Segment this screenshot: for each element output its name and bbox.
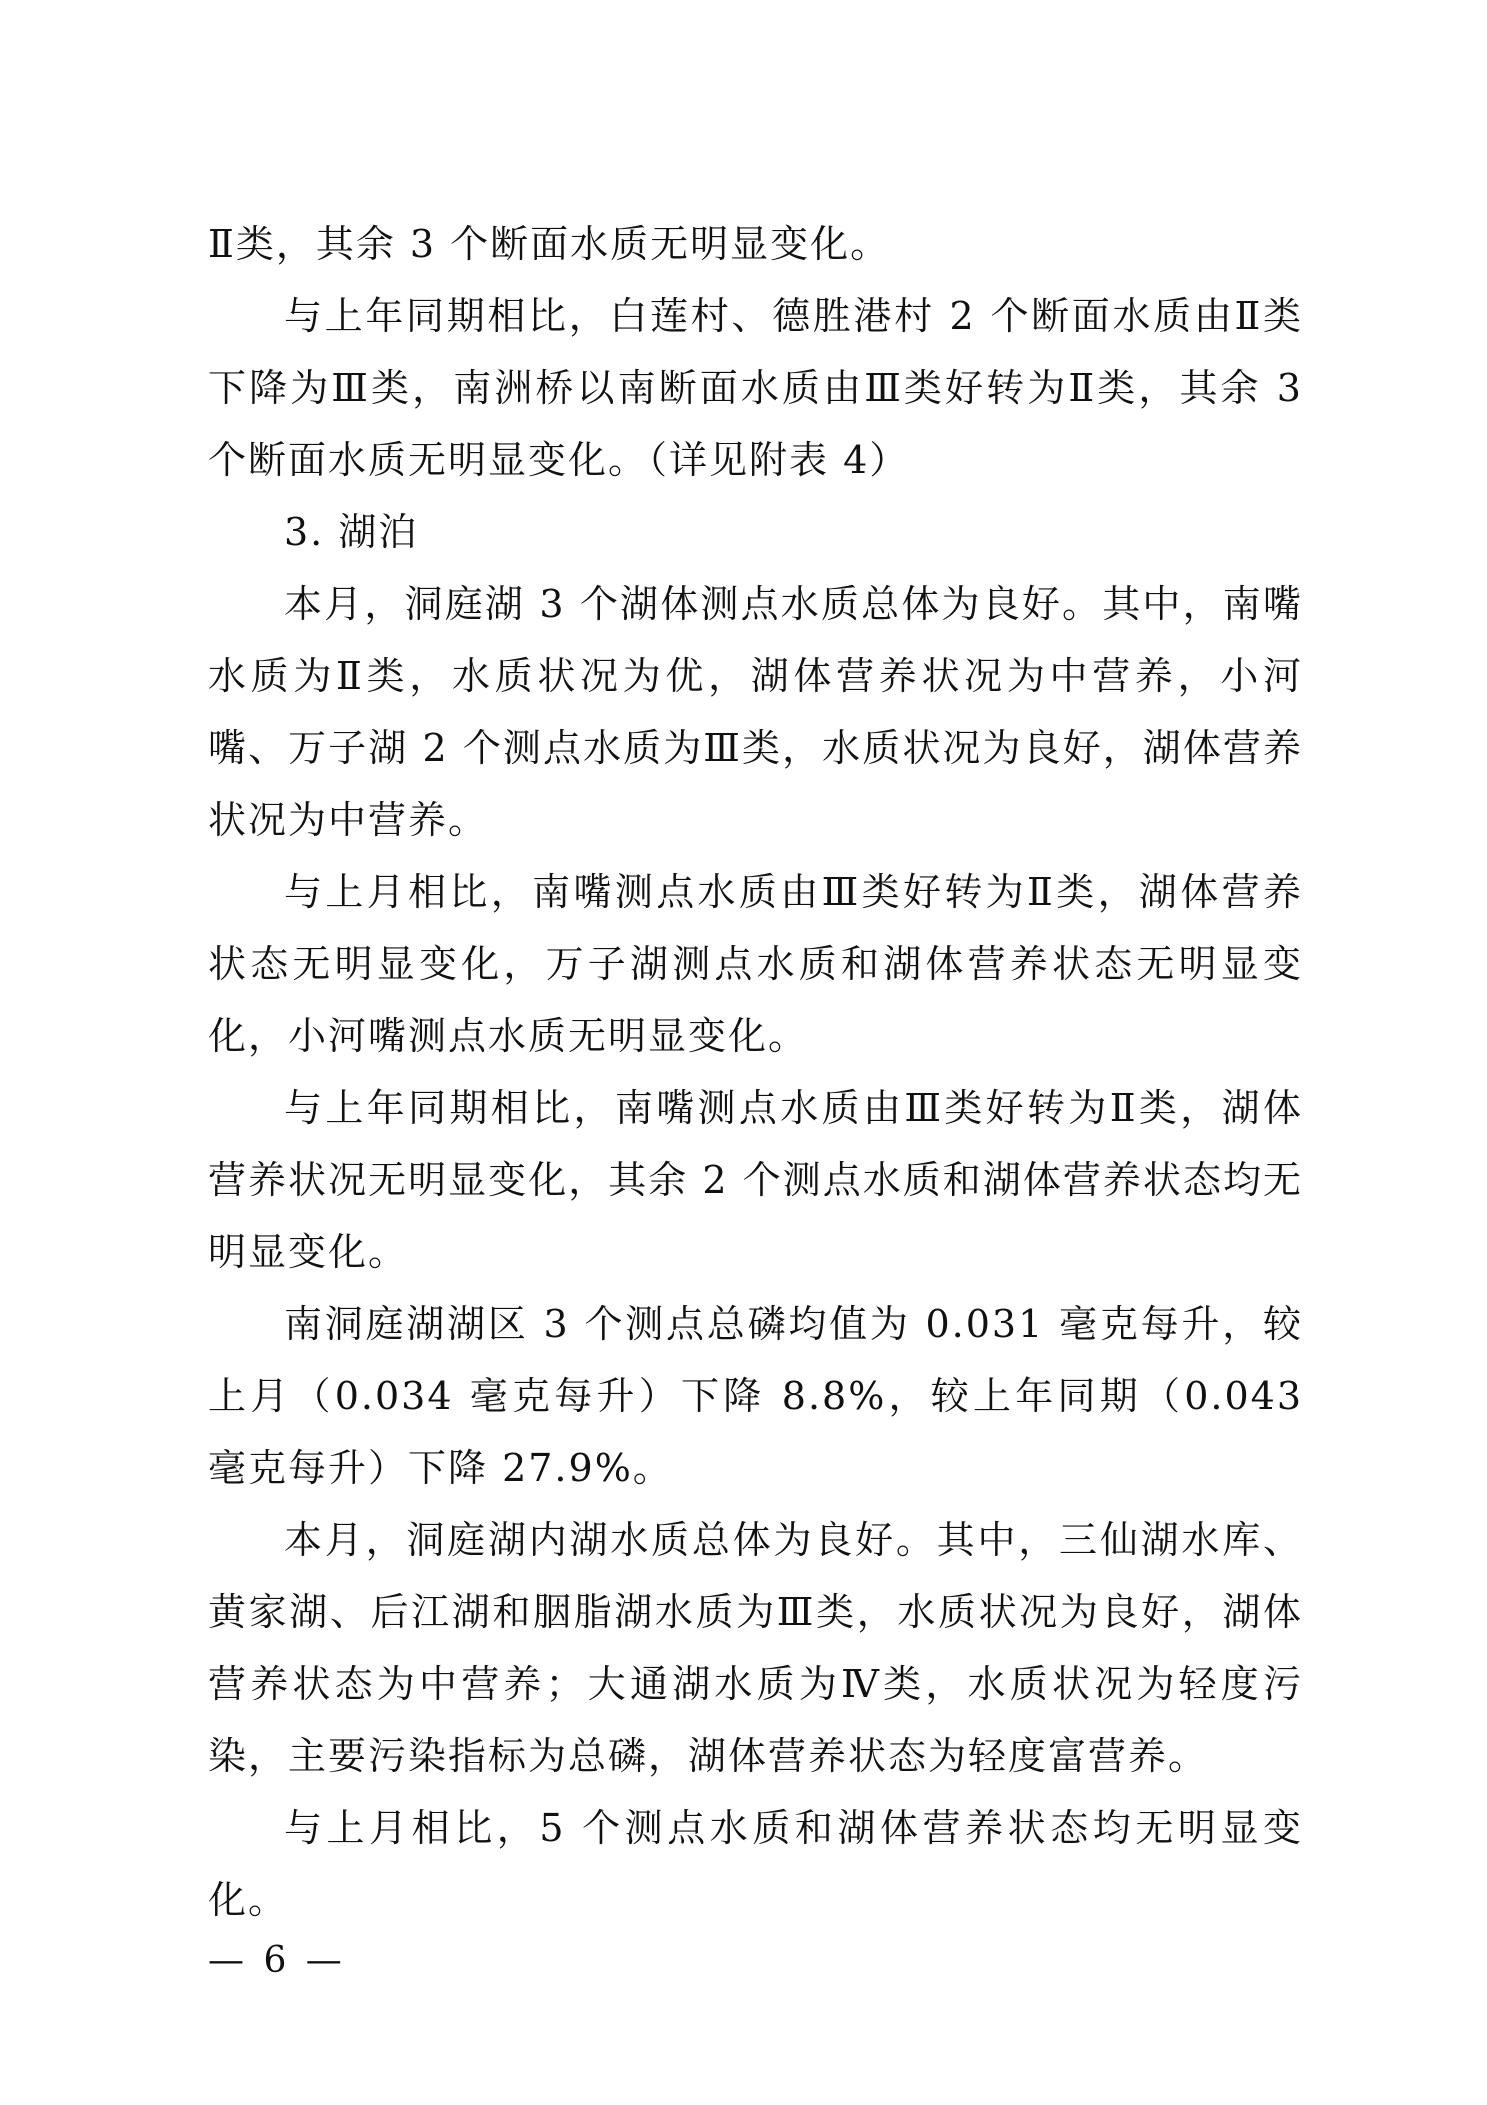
paragraph-inner-lakes-month-comparison: 与上月相比，5 个测点水质和湖体营养状态均无明显变化。 <box>208 1806 1303 1922</box>
paragraph-year-comparison-sections: 与上年同期相比，白莲村、德胜港村 2 个断面水质由Ⅱ类下降为Ⅲ类，南洲桥以南断面水质由Ⅲ类好转为Ⅱ类，其余 3 个断面水质无明显变化。（详见附表 4） <box>208 294 1303 482</box>
section-heading-lakes: 3. 湖泊 <box>284 510 419 554</box>
body-text <box>208 208 1303 1936</box>
page-number: — 6 — <box>208 1940 346 1981</box>
paragraph-month-comparison: 与上月相比，南嘴测点水质由Ⅲ类好转为Ⅱ类，湖体营养状态无明显变化，万子湖测点水质和湖体营养状态无明显变化，小河嘴测点水质无明显变化。 <box>208 870 1303 1058</box>
paragraph-total-phosphorus: 南洞庭湖湖区 3 个测点总磷均值为 0.031 毫克每升，较上月（0.034 毫克每升）下降 8.8%，较上年同期（0.043 毫克每升）下降 27.9%。 <box>208 1302 1303 1490</box>
paragraph-dongting-lake-monthly: 本月，洞庭湖 3 个湖体测点水质总体为良好。其中，南嘴水质为Ⅱ类，水质状况为优，湖体营养状况为中营养，小河嘴、万子湖 2 个测点水质为Ⅲ类，水质状况为良好，湖体营养状况为中营养。 <box>208 582 1303 842</box>
paragraph-inner-lakes: 本月，洞庭湖内湖水质总体为良好。其中，三仙湖水库、黄家湖、后江湖和胭脂湖水质为Ⅲ类，水质状况为良好，湖体营养状态为中营养；大通湖水质为Ⅳ类，水质状况为轻度污染，主要污染指标为总磷，湖体营养状态为轻度富营养。 <box>208 1518 1303 1778</box>
paragraph-continuation: Ⅱ类，其余 3 个断面水质无明显变化。 <box>208 222 891 266</box>
paragraph-year-comparison-lake: 与上年同期相比，南嘴测点水质由Ⅲ类好转为Ⅱ类，湖体营养状况无明显变化，其余 2 个测点水质和湖体营养状态均无明显变化。 <box>208 1086 1303 1274</box>
